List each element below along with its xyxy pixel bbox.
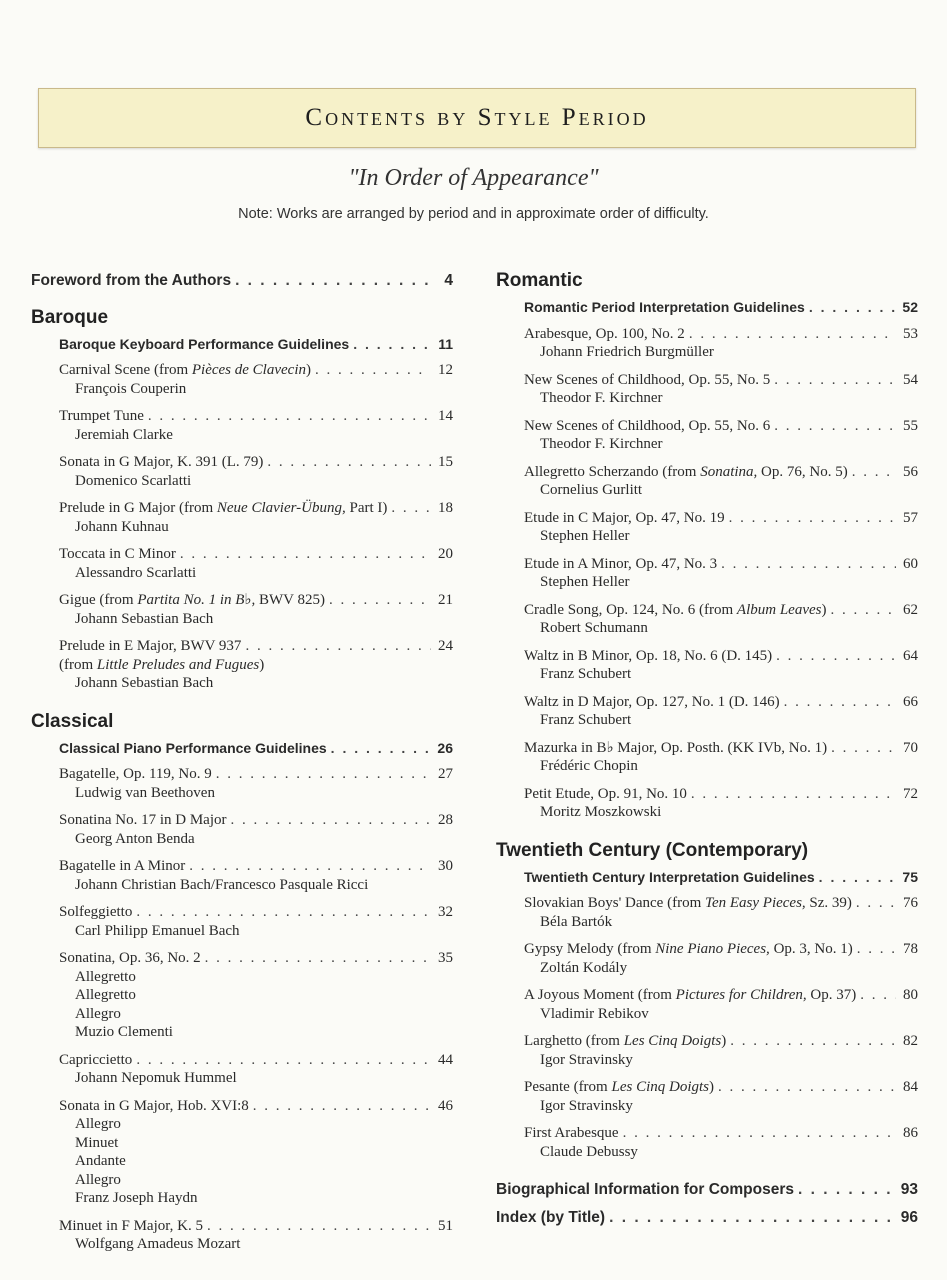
composer-name: Johann Friedrich Burgmüller xyxy=(540,344,714,360)
toc-entry[interactable]: Prelude in G Major (from Neue Clavier-Übung, Part I) . . . 18 Johann Kuhnau xyxy=(59,499,453,536)
page-number: 72 xyxy=(903,785,918,802)
page-number: 24 xyxy=(438,638,453,654)
bio-entry[interactable]: Biographical Information for Composers . . . 93 xyxy=(496,1181,918,1200)
page-number: 52 xyxy=(902,299,918,315)
right-column xyxy=(496,268,918,1227)
toc-entry[interactable]: Toccata in C Minor . . . 20 Alessandro Scarlatti xyxy=(59,545,453,582)
composer-name: Moritz Moszkowski xyxy=(540,804,662,820)
page-title: Contents by Style Period xyxy=(305,104,649,131)
index-entry[interactable]: Index (by Title) . . . 96 xyxy=(496,1209,918,1228)
composer-name: Theodor F. Kirchner xyxy=(540,436,663,452)
page-number: 75 xyxy=(902,868,918,885)
page-number: 62 xyxy=(903,601,918,618)
composer-name: Igor Stravinsky xyxy=(540,1051,633,1068)
composer-name: Stephen Heller xyxy=(540,574,630,590)
composer-name: Johann Christian Bach/Francesco Pasquale Ricci xyxy=(75,876,369,893)
movement: Andante xyxy=(75,1153,126,1169)
toc-entry[interactable]: Etude in C Major, Op. 47, No. 19 . . . 57 Stephen Heller xyxy=(524,509,918,546)
toc-entry[interactable]: New Scenes of Childhood, Op. 55, No. 6 . . . 55 Theodor F. Kirchner xyxy=(524,417,918,454)
page-note: Note: Works are arranged by period and in approximate order of difficulty. xyxy=(238,206,709,222)
composer-name: Cornelius Gurlitt xyxy=(540,482,643,498)
toc-entry[interactable]: Arabesque, Op. 100, No. 2 . . . 53 Johann Friedrich Burgmüller xyxy=(524,325,918,362)
toc-entry[interactable]: Prelude in E Major, BWV 937 . . . 24 (from Little Preludes and Fugues) Johann Sebastian Bach xyxy=(59,637,453,693)
page-number: 11 xyxy=(438,335,453,352)
movement: Allegretto xyxy=(75,968,136,985)
page-number: 15 xyxy=(438,454,453,470)
page-number: 55 xyxy=(903,417,918,434)
guidelines-entry[interactable]: Baroque Keyboard Performance Guidelines . . . 11 xyxy=(59,335,453,354)
toc-entry[interactable]: Solfeggietto . . . 32 Carl Philipp Emanuel Bach xyxy=(59,903,453,940)
composer-name: Johann Nepomuk Hummel xyxy=(75,1070,237,1086)
composer-name: Stephen Heller xyxy=(540,528,630,544)
page-number: 76 xyxy=(903,895,918,911)
toc-entry[interactable]: Pesante (from Les Cinq Doigts) . . . 84 Igor Stravinsky xyxy=(524,1078,918,1115)
composer-name: Vladimir Rebikov xyxy=(540,1005,649,1022)
section-heading-twentieth-century: Twentieth Century (Contemporary) xyxy=(496,839,809,861)
page-number: 44 xyxy=(438,1051,453,1068)
composer-name: Johann Sebastian Bach xyxy=(75,610,214,627)
toc-entry[interactable]: Sonata in G Major, Hob. XVI:8 . . . 46 Allegro Minuet Andante Allegro Franz Joseph Haydn xyxy=(59,1097,453,1208)
composer-name: Johann Sebastian Bach xyxy=(75,675,214,691)
toc-entry[interactable]: First Arabesque . . . 86 Claude Debussy xyxy=(524,1124,918,1161)
page-number: 82 xyxy=(903,1033,918,1049)
page-number: 46 xyxy=(438,1097,453,1114)
page-number: 66 xyxy=(903,693,918,710)
composer-name: Zoltán Kodály xyxy=(540,959,628,976)
page-number: 4 xyxy=(444,272,453,289)
composer-name: Carl Philipp Emanuel Bach xyxy=(75,922,240,939)
page-number: 80 xyxy=(903,987,918,1003)
page-number: 12 xyxy=(438,362,453,378)
page-number: 53 xyxy=(903,325,918,342)
foreword-entry[interactable]: Foreword from the Authors . . . 4 xyxy=(31,272,453,291)
page-number: 18 xyxy=(438,500,453,516)
page-number: 28 xyxy=(438,812,453,828)
page-number: 51 xyxy=(438,1217,453,1234)
page-number: 56 xyxy=(903,463,918,480)
page-number: 84 xyxy=(903,1079,918,1095)
toc-entry[interactable]: Sonatina, Op. 36, No. 2 . . . 35 Allegretto Allegretto Allegro Muzio Clementi xyxy=(59,949,453,1042)
section-heading-classical: Classical xyxy=(31,710,114,732)
composer-name: Muzio Clementi xyxy=(75,1024,173,1040)
page-number: 70 xyxy=(903,739,918,756)
page-number: 93 xyxy=(900,1181,918,1198)
toc-entry[interactable]: Petit Etude, Op. 91, No. 10 . . . 72 Moritz Moszkowski xyxy=(524,785,918,822)
page-number: 64 xyxy=(903,647,918,664)
composer-name: Robert Schumann xyxy=(540,620,648,636)
toc-entry[interactable]: Cradle Song, Op. 124, No. 6 (from Album Leaves) . . . 62 Robert Schumann xyxy=(524,601,918,638)
toc-entry[interactable]: Allegretto Scherzando (from Sonatina, Op. 76, No. 5) . . . 56 Cornelius Gurlitt xyxy=(524,463,918,500)
page-number: 57 xyxy=(903,509,918,526)
page-number: 96 xyxy=(900,1208,918,1226)
composer-name: Franz Joseph Haydn xyxy=(75,1190,198,1206)
guidelines-entry[interactable]: Romantic Period Interpretation Guidelines . . . 52 xyxy=(524,298,918,317)
composer-name: Jeremiah Clarke xyxy=(75,426,173,443)
left-column xyxy=(31,268,453,1263)
toc-entry[interactable]: Gigue (from Partita No. 1 in B♭, BWV 825) . . . 21 Johann Sebastian Bach xyxy=(59,591,453,628)
page-number: 26 xyxy=(437,739,453,756)
composer-name: Franz Schubert xyxy=(540,666,632,682)
toc-entry[interactable]: Slovakian Boys' Dance (from Ten Easy Pieces, Sz. 39) . . . 76 Béla Bartók xyxy=(524,894,918,931)
composer-name: Béla Bartók xyxy=(540,913,613,930)
collection-note: (from Little Preludes and Fugues) xyxy=(59,656,265,673)
toc-entry[interactable]: Mazurka in B♭ Major, Op. Posth. (KK IVb, No. 1) . . . 70 Frédéric Chopin xyxy=(524,739,918,776)
section-heading-baroque: Baroque xyxy=(31,306,109,328)
guidelines-entry[interactable]: Classical Piano Performance Guidelines . . . 26 xyxy=(59,739,453,758)
composer-name: Franz Schubert xyxy=(540,712,632,728)
toc-entry[interactable]: Waltz in D Major, Op. 127, No. 1 (D. 146) . . . 66 Franz Schubert xyxy=(524,693,918,730)
page-number: 20 xyxy=(438,546,453,562)
composer-name: Georg Anton Benda xyxy=(75,830,195,847)
toc-entry[interactable]: Gypsy Melody (from Nine Piano Pieces, Op. 3, No. 1) . . . 78 Zoltán Kodály xyxy=(524,940,918,977)
composer-name: Domenico Scarlatti xyxy=(75,472,192,489)
movement: Allegro xyxy=(75,1171,121,1188)
page-number: 32 xyxy=(438,904,453,920)
page-subtitle: "In Order of Appearance" xyxy=(348,165,599,191)
toc-entry[interactable]: Bagatelle in A Minor . . . 30 Johann Christian Bach/Francesco Pasquale Ricci xyxy=(59,857,453,894)
toc-entry[interactable]: Minuet in F Major, K. 5 . . . 51 Wolfgang Amadeus Mozart xyxy=(59,1217,453,1254)
movement: Allegro xyxy=(75,1116,121,1132)
composer-name: Claude Debussy xyxy=(540,1143,638,1160)
page-number: 35 xyxy=(438,950,453,966)
toc-entry[interactable]: A Joyous Moment (from Pictures for Children, Op. 37) . . . 80 Vladimir Rebikov xyxy=(524,986,918,1023)
page-number: 30 xyxy=(438,858,453,874)
movement: Allegro xyxy=(75,1005,121,1022)
page-number: 60 xyxy=(903,555,918,572)
toc-entry[interactable]: Larghetto (from Les Cinq Doigts) . . . 82 Igor Stravinsky xyxy=(524,1032,918,1069)
page-number: 27 xyxy=(438,766,453,782)
page-number: 21 xyxy=(438,592,453,608)
composer-name: Wolfgang Amadeus Mozart xyxy=(75,1236,241,1252)
page-number: 78 xyxy=(903,941,918,957)
toc-entry[interactable]: Etude in A Minor, Op. 47, No. 3 . . . 60 Stephen Heller xyxy=(524,555,918,592)
movement: Allegretto xyxy=(75,987,136,1003)
movement: Minuet xyxy=(75,1134,119,1151)
toc-entry[interactable]: Bagatelle, Op. 119, No. 9 . . . 27 Ludwig van Beethoven xyxy=(59,765,453,802)
composer-name: Theodor F. Kirchner xyxy=(540,390,663,406)
title-banner xyxy=(38,88,916,148)
composer-name: Alessandro Scarlatti xyxy=(75,564,197,581)
toc-entry[interactable]: Carnival Scene (from Pièces de Clavecin) . . . 12 François Couperin xyxy=(59,361,453,398)
composer-name: Frédéric Chopin xyxy=(540,758,638,774)
toc-entry[interactable]: Capriccietto . . . 44 Johann Nepomuk Hummel xyxy=(59,1051,453,1088)
guidelines-entry[interactable]: Twentieth Century Interpretation Guidelines . . . 75 xyxy=(524,868,918,887)
composer-name: Igor Stravinsky xyxy=(540,1097,633,1114)
toc-entry[interactable]: Sonatina No. 17 in D Major . . . 28 Georg Anton Benda xyxy=(59,811,453,848)
toc-entry[interactable]: Waltz in B Minor, Op. 18, No. 6 (D. 145) . . . 64 Franz Schubert xyxy=(524,647,918,684)
composer-name: Johann Kuhnau xyxy=(75,518,169,535)
page-number: 14 xyxy=(438,408,453,424)
toc-entry[interactable]: Sonata in G Major, K. 391 (L. 79) . . . 15 Domenico Scarlatti xyxy=(59,453,453,490)
section-heading-romantic: Romantic xyxy=(496,270,583,291)
toc-entry[interactable]: New Scenes of Childhood, Op. 55, No. 5 . . . 54 Theodor F. Kirchner xyxy=(524,371,918,408)
page-number: 86 xyxy=(903,1125,918,1141)
composer-name: François Couperin xyxy=(75,380,187,397)
toc-entry[interactable]: Trumpet Tune . . . 14 Jeremiah Clarke xyxy=(59,407,453,444)
page-number: 54 xyxy=(903,371,918,388)
composer-name: Ludwig van Beethoven xyxy=(75,784,215,801)
